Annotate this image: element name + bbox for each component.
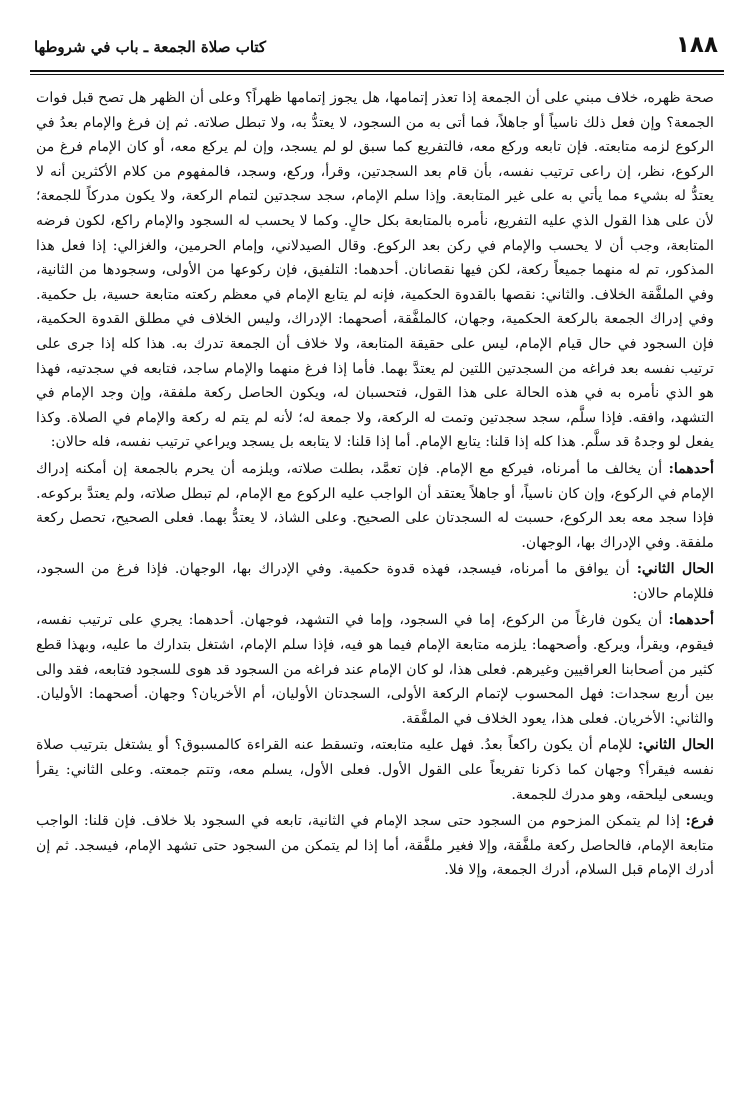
paragraph-text: أن يكون فارغاً من الركوع، إما في السجود، وإما في التشهد، فوجهان. أحدهما: يجري على ترتيب نفسه، فيقوم، ويقرأ، ويركع. وأصحهما: يلزمه متابعة الإمام فيما هو فيه، فإذا سلم الإمام، اشتغل بتدارك ما عليه، وبهذا قطع كثير من أصحابنا العراقيين وغيرهم. فعلى هذا، لو كان الإمام عند فراغه من السجود قد هوى للسجود فتابعه، فقد والى بين أربع سجدات: فهل المحسوب لإتمام الركعة الأولى، السجدتان الأوليان، أم الأخريان؟ وجهان. أصحهما: الأوليان. والثاني: الأخريان. فعلى هذا، يعود الخلاف في الملفَّقة.	[36, 612, 714, 727]
paragraph-lead: الحال الثاني:	[637, 737, 715, 754]
body-text	[36, 86, 714, 883]
running-title: كتاب صلاة الجمعة ـ باب في شروطها	[34, 38, 267, 56]
paragraph-text: أن يوافق ما أمرناه، فيسجد، فهذه قدوة حكمية. وفي الإدراك بها، الوجهان. فإذا فرغ من السجود، فللإمام حالان:	[36, 561, 714, 602]
running-header	[30, 28, 724, 68]
paragraph-lead: الحال الثاني:	[636, 561, 714, 578]
paragraph-text: إذا لم يتمكن المزحوم من السجود حتى سجد الإمام في الثانية، تابعه في السجود بلا خلاف. فإن قلنا: الواجب متابعة الإمام، فالحاصل ركعة ملفَّقة، وإلا فغير ملفَّقة، أما إذا لم يتمكن من السجود حتى تشهد الإمام، فيسجد. ثم إن أدرك الإمام قبل السلام، أدرك الجمعة، وإلا فلا.	[36, 813, 714, 879]
paragraph	[36, 86, 714, 455]
paragraph	[36, 608, 714, 731]
paragraph-text: صحة ظهره، خلاف مبني على أن الجمعة إذا تعذر إتمامها، هل يجوز إتمامها ظهراً؟ وعلى أن الظهر هل تصح قبل فوات الجمعة؟ وإن فعل ذلك ناسياً أو جاهلاً، فما أتى به من السجود، لا يعتدُّ به، ولا تبطل صلاته. ثم إن فرغ والإمام بعدُ في الركوع لزمه متابعته. فإن تابعه وركع معه، فالتفريع كما سبق لو لم يسجد، وإن لم يركع معه، أو كان الإمام فرغ من الركوع، نظر، إن راعى ترتيب نفسه، بأن قام بعد السجدتين، وقرأ، وركع، وسجد، فالمفهوم من كلام الأكثرين أنه لا يعتدُّ له بشيء مما يأتي به على غير المتابعة. وإذا سلم الإمام، سجد سجدتين لتمام الركعة، ولا يكون مدركاً للجمعة؛ لأن على هذا القول الذي عليه التفريع، نأمره بالمتابعة بكل حالٍ. وكما لا يحسب له السجود والإمام راكع، لكون فرضه المتابعة، وجب أن لا يحسب والإمام في ركن بعد الركوع. وقال الصيدلاني، وإمام الحرمين، والغزالي: إذا فعل هذا المذكور، تم له منهما جميعاً ركعة، لكن فيها نقصانان. أحدهما: التلفيق، فإن ركوعها من الأولى، وسجودها من الثانية، وفي الملفَّقة الخلاف. والثاني: نقصها بالقدوة الحكمية، فإنه لم يتابع الإمام في معظم ركعته متابعة حسية، بل حكمية. وفي إدراك الجمعة بالركعة الحكمية، وجهان، كالملفَّقة، أصحهما: الإدراك، وليس الخلاف في مطلق القدوة الحكمية، فإن السجود في حال قيام الإمام، ليس على حقيقة المتابعة، ولا خلاف أن الجمعة تدرك به. هذا كله إذا جرى على ترتيب نفسه بعد فراغه من السجدتين اللتين لم يعتدَّ بهما. فأما إذا فرغ منهما والإمام ساجد، فتابعه في سجدتيه، فهذا هو الذي نأمره به في هذه الحالة على هذا القول، فتحسبان له، ويكون الحاصل ركعة ملفقة، وإن وجد الإمام في التشهد، وافقه. فإذا سلَّم، سجد سجدتين وتمت له الركعة، ولا جمعة له؛ لأنه لم يتم له ركعة والإمام في الصلاة. وكذا يفعل لو وجدهُ قد سلَّم. هذا كله إذا قلنا: يتابع الإمام. أما إذا قلنا: لا يتابعه بل يسجد ويراعي ترتيب نفسه، فله حالان:	[36, 90, 714, 451]
paragraph-text: أن يخالف ما أمرناه، فيركع مع الإمام. فإن تعمَّد، بطلت صلاته، ويلزمه أن يحرم بالجمعة إن أمكنه إدراك الإمام في الركوع، وإن كان ناسياً، أو جاهلاً يعتقد أن الواجب عليه الركوع مع الإمام، لم تبطل صلاته، ولم يعتدَّ بركوعه. فإذا سجد معه بعد الركوع، حسبت له السجدتان على الصحيح. وعلى الشاذ، لا يعتدُّ بهما. فعلى الصحيح، تحصل ركعة ملفقة. وفي الإدراك بها، الوجهان.	[36, 460, 714, 551]
paragraph	[36, 733, 714, 807]
paragraph	[36, 457, 714, 555]
paragraph	[36, 809, 714, 883]
header-rule	[30, 70, 724, 75]
page-number: ١٨٨	[675, 32, 718, 58]
paragraph-lead: أحدهما:	[668, 612, 714, 629]
paragraph-lead: أحدهما:	[668, 460, 714, 477]
paragraph-text: للإمام أن يكون راكعاً بعدُ. فهل عليه متابعته، وتسقط عنه القراءة كالمسبوق؟ أو يشتغل بترتيب صلاة نفسه فيقرأ؟ وجهان كما ذكرنا تفريعاً على القول الأول. فعلى الأول، يسلم معه، وتتم جمعته. وعلى الثاني: يقرأ ويسعى ليلحقه، وهو مدرك للجمعة.	[36, 737, 714, 803]
paragraph-lead: فرع:	[685, 813, 714, 830]
paragraph	[36, 557, 714, 606]
